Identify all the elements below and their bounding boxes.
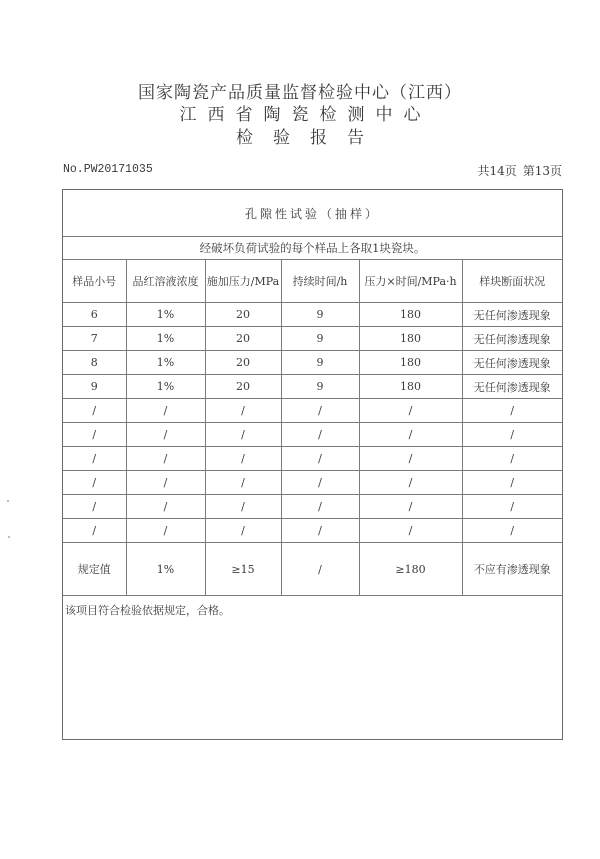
table-title: 孔隙性试验（抽样） (63, 190, 562, 237)
report-title: 检验报告 (236, 128, 384, 148)
conclusion-text: 该项目符合检验依据规定，合格。 (65, 604, 230, 617)
table-cell: 9 (281, 303, 359, 327)
table-row (63, 351, 562, 375)
table-cell: / (126, 447, 205, 471)
column-header-row (63, 260, 562, 303)
table-note-row (63, 237, 562, 260)
table-cell: / (205, 423, 281, 447)
table-row (63, 519, 562, 543)
table-cell: / (281, 399, 359, 423)
table-cell: / (359, 447, 462, 471)
table-cell: / (63, 519, 126, 543)
table-cell: 20 (205, 375, 281, 399)
table-cell: 9 (281, 327, 359, 351)
table-cell: 180 (359, 327, 462, 351)
table-row (63, 303, 562, 327)
table-cell: / (281, 495, 359, 519)
table-cell: 9 (281, 351, 359, 375)
table-cell: / (359, 423, 462, 447)
table-cell: / (63, 423, 126, 447)
table-cell: 9 (281, 375, 359, 399)
center-subname: 江西省陶瓷检测中心 (179, 105, 432, 125)
table-cell: / (63, 447, 126, 471)
table-cell: / (205, 519, 281, 543)
table-cell: / (281, 447, 359, 471)
table-cell: / (63, 471, 126, 495)
table-cell: 不应有渗透现象 (462, 543, 562, 596)
table-cell: / (126, 399, 205, 423)
results-frame (62, 189, 563, 740)
table-cell: / (281, 543, 359, 596)
table-row (63, 327, 562, 351)
table-cell: 无任何渗透现象 (462, 327, 562, 351)
table-cell: 1% (126, 351, 205, 375)
table-cell: 1% (126, 303, 205, 327)
table-cell: / (63, 399, 126, 423)
table-cell: 无任何渗透现象 (462, 375, 562, 399)
column-header: 品红溶液浓度 (126, 260, 205, 303)
table-cell: / (126, 495, 205, 519)
table-cell: 20 (205, 327, 281, 351)
standard-value-row (63, 543, 562, 596)
table-row (63, 447, 562, 471)
table-cell: 20 (205, 351, 281, 375)
table-row (63, 495, 562, 519)
table-cell: 180 (359, 351, 462, 375)
table-cell: / (281, 471, 359, 495)
table-cell: 180 (359, 375, 462, 399)
table-note: 经破坏负荷试验的每个样品上各取1块瓷块。 (63, 237, 562, 260)
table-cell: / (359, 519, 462, 543)
table-cell: / (205, 495, 281, 519)
table-cell: 1% (126, 327, 205, 351)
total-pages: 共14页 (477, 164, 517, 178)
column-header: 施加压力/MPa (205, 260, 281, 303)
table-title-row (63, 190, 562, 237)
table-cell: / (359, 399, 462, 423)
table-cell: 20 (205, 303, 281, 327)
table-cell: 9 (63, 375, 126, 399)
table-row (63, 471, 562, 495)
table-cell: 7 (63, 327, 126, 351)
column-header: 样块断面状况 (462, 260, 562, 303)
porosity-table (63, 190, 562, 596)
table-cell: 无任何渗透现象 (462, 303, 562, 327)
column-header: 持续时间/h (281, 260, 359, 303)
table-cell: 1% (126, 543, 205, 596)
table-cell: 无任何渗透现象 (462, 351, 562, 375)
table-cell: 规定值 (63, 543, 126, 596)
table-cell: / (126, 519, 205, 543)
column-header: 压力×时间/MPa·h (359, 260, 462, 303)
table-cell: / (205, 447, 281, 471)
table-cell: / (281, 519, 359, 543)
table-cell: / (462, 423, 562, 447)
center-name: 国家陶瓷产品质量监督检验中心（江西） (138, 83, 462, 103)
table-cell: 180 (359, 303, 462, 327)
scan-speck (7, 500, 9, 502)
table-cell: / (462, 471, 562, 495)
table-row (63, 423, 562, 447)
report-header (0, 82, 600, 150)
page-indicator (471, 162, 562, 179)
table-cell: / (359, 495, 462, 519)
table-cell: / (462, 399, 562, 423)
column-header: 样品小号 (63, 260, 126, 303)
table-cell: / (281, 423, 359, 447)
report-number: No.PW20171035 (63, 163, 153, 176)
table-cell: / (205, 471, 281, 495)
table-cell: 1% (126, 375, 205, 399)
current-page: 第13页 (522, 164, 562, 178)
table-cell: 6 (63, 303, 126, 327)
table-row (63, 375, 562, 399)
table-cell: / (63, 495, 126, 519)
table-cell: / (205, 399, 281, 423)
table-cell: / (462, 495, 562, 519)
table-cell: ≥15 (205, 543, 281, 596)
table-cell: / (462, 519, 562, 543)
table-cell: / (126, 471, 205, 495)
table-row (63, 399, 562, 423)
scan-speck (8, 536, 10, 538)
table-cell: 8 (63, 351, 126, 375)
table-cell: / (126, 423, 205, 447)
table-cell: / (462, 447, 562, 471)
table-cell: ≥180 (359, 543, 462, 596)
table-cell: / (359, 471, 462, 495)
